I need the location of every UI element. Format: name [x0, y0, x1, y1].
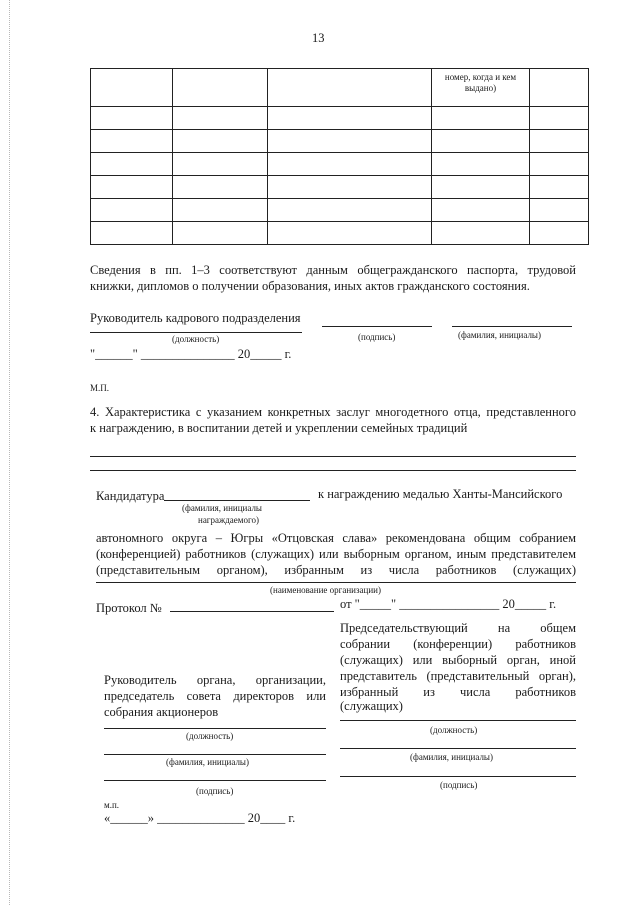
section4-line-2: к награждению, в воспитании детей и укреплении семейных традиций: [90, 421, 468, 435]
hr-position-caption: (должность): [172, 334, 220, 344]
chairman-signature-line: [340, 776, 576, 777]
hr-date-line: "______" _______________ 20_____ г.: [90, 347, 292, 361]
candidate-label: Кандидатура: [96, 489, 165, 503]
section4-fill-line-2: [90, 470, 576, 471]
hr-name-caption: (фамилия, инициалы): [458, 330, 541, 340]
candidate-text-line-1: автономного округа – Югры «Отцовская слава» рекомендована общим собранием: [96, 531, 576, 545]
table-row: [91, 199, 589, 222]
section4-fill-line-1: [90, 456, 576, 457]
head-line-2: председатель совета директоров или: [104, 689, 326, 703]
table-cell: [91, 69, 173, 107]
scan-edge-line: [9, 0, 10, 905]
hr-name-line: [452, 326, 572, 327]
head-position-caption: (должность): [186, 731, 234, 741]
table-row: [91, 176, 589, 199]
candidate-suffix: к награждению медалью Ханты-Мансийского: [318, 487, 563, 501]
organization-caption: (наименование организации): [270, 585, 381, 595]
chairman-line-3: (служащих) или выборный орган, иной: [340, 653, 576, 667]
table-cell: [268, 69, 432, 107]
hr-head-title: Руководитель кадрового подразделения: [90, 311, 301, 325]
table-row: [91, 130, 589, 153]
head-name-line: [104, 754, 326, 755]
chairman-name-caption: (фамилия, инициалы): [410, 752, 493, 762]
info-note-line-1: Сведения в пп. 1–3 соответствуют данным общегражданского паспорта, трудовой: [90, 263, 576, 277]
candidate-name-line: [164, 500, 310, 501]
table-header-row: [91, 69, 589, 107]
head-signature-caption: (подпись): [196, 786, 234, 796]
head-line-1: Руководитель органа, организации,: [104, 673, 326, 687]
table-cell: [530, 69, 589, 107]
chairman-line-5: избранный из числа работников: [340, 685, 576, 699]
chairman-line-6: (служащих): [340, 699, 403, 713]
table-row: [91, 153, 589, 176]
final-date-line: «______» ______________ 20____ г.: [104, 811, 296, 825]
candidate-text-line-2: (конференцией) работников (служащих) или выборным органом, иным представителем: [96, 547, 576, 561]
hr-signature-line: [322, 326, 432, 327]
protocol-number-line: [170, 611, 334, 612]
head-line-3: собрания акционеров: [104, 705, 219, 719]
hr-position-line: [90, 332, 302, 333]
chairman-position-line: [340, 720, 576, 721]
head-name-caption: (фамилия, инициалы): [166, 757, 249, 767]
chairman-line-1: Председательствующий на общем: [340, 621, 576, 635]
stamp-place-2: м.п.: [104, 800, 120, 810]
organization-line: [96, 582, 576, 583]
info-note-line-2: книжки, дипломов о получении образования, иных актов гражданского состояния.: [90, 279, 530, 293]
section4-line-1: 4. Характеристика с указанием конкретных заслуг многодетного отца, представленного: [90, 405, 576, 419]
table-header-cell-document: номер, когда и кем выдано): [432, 69, 530, 107]
hr-signature-caption: (подпись): [358, 332, 396, 342]
records-table: [90, 68, 589, 245]
candidate-text-line-3: (представительным органом), избранным из числа работников (служащих): [96, 563, 576, 577]
candidate-caption-line-2: награждаемого): [198, 515, 259, 525]
head-signature-line: [104, 780, 326, 781]
chairman-line-4: представитель (представительный орган),: [340, 669, 576, 683]
page-number: 13: [312, 31, 325, 45]
chairman-signature-caption: (подпись): [440, 780, 478, 790]
candidate-caption-line-1: (фамилия, инициалы: [182, 503, 262, 513]
protocol-label: Протокол №: [96, 601, 162, 615]
chairman-position-caption: (должность): [430, 725, 478, 735]
chairman-name-line: [340, 748, 576, 749]
table-row: [91, 107, 589, 130]
table-cell: [173, 69, 268, 107]
stamp-place-1: М.П.: [90, 383, 110, 393]
chairman-line-2: собрании (конференции) работников: [340, 637, 576, 651]
protocol-date: от "_____" ________________ 20_____ г.: [340, 597, 557, 611]
table-row: [91, 222, 589, 245]
head-position-line: [104, 728, 326, 729]
